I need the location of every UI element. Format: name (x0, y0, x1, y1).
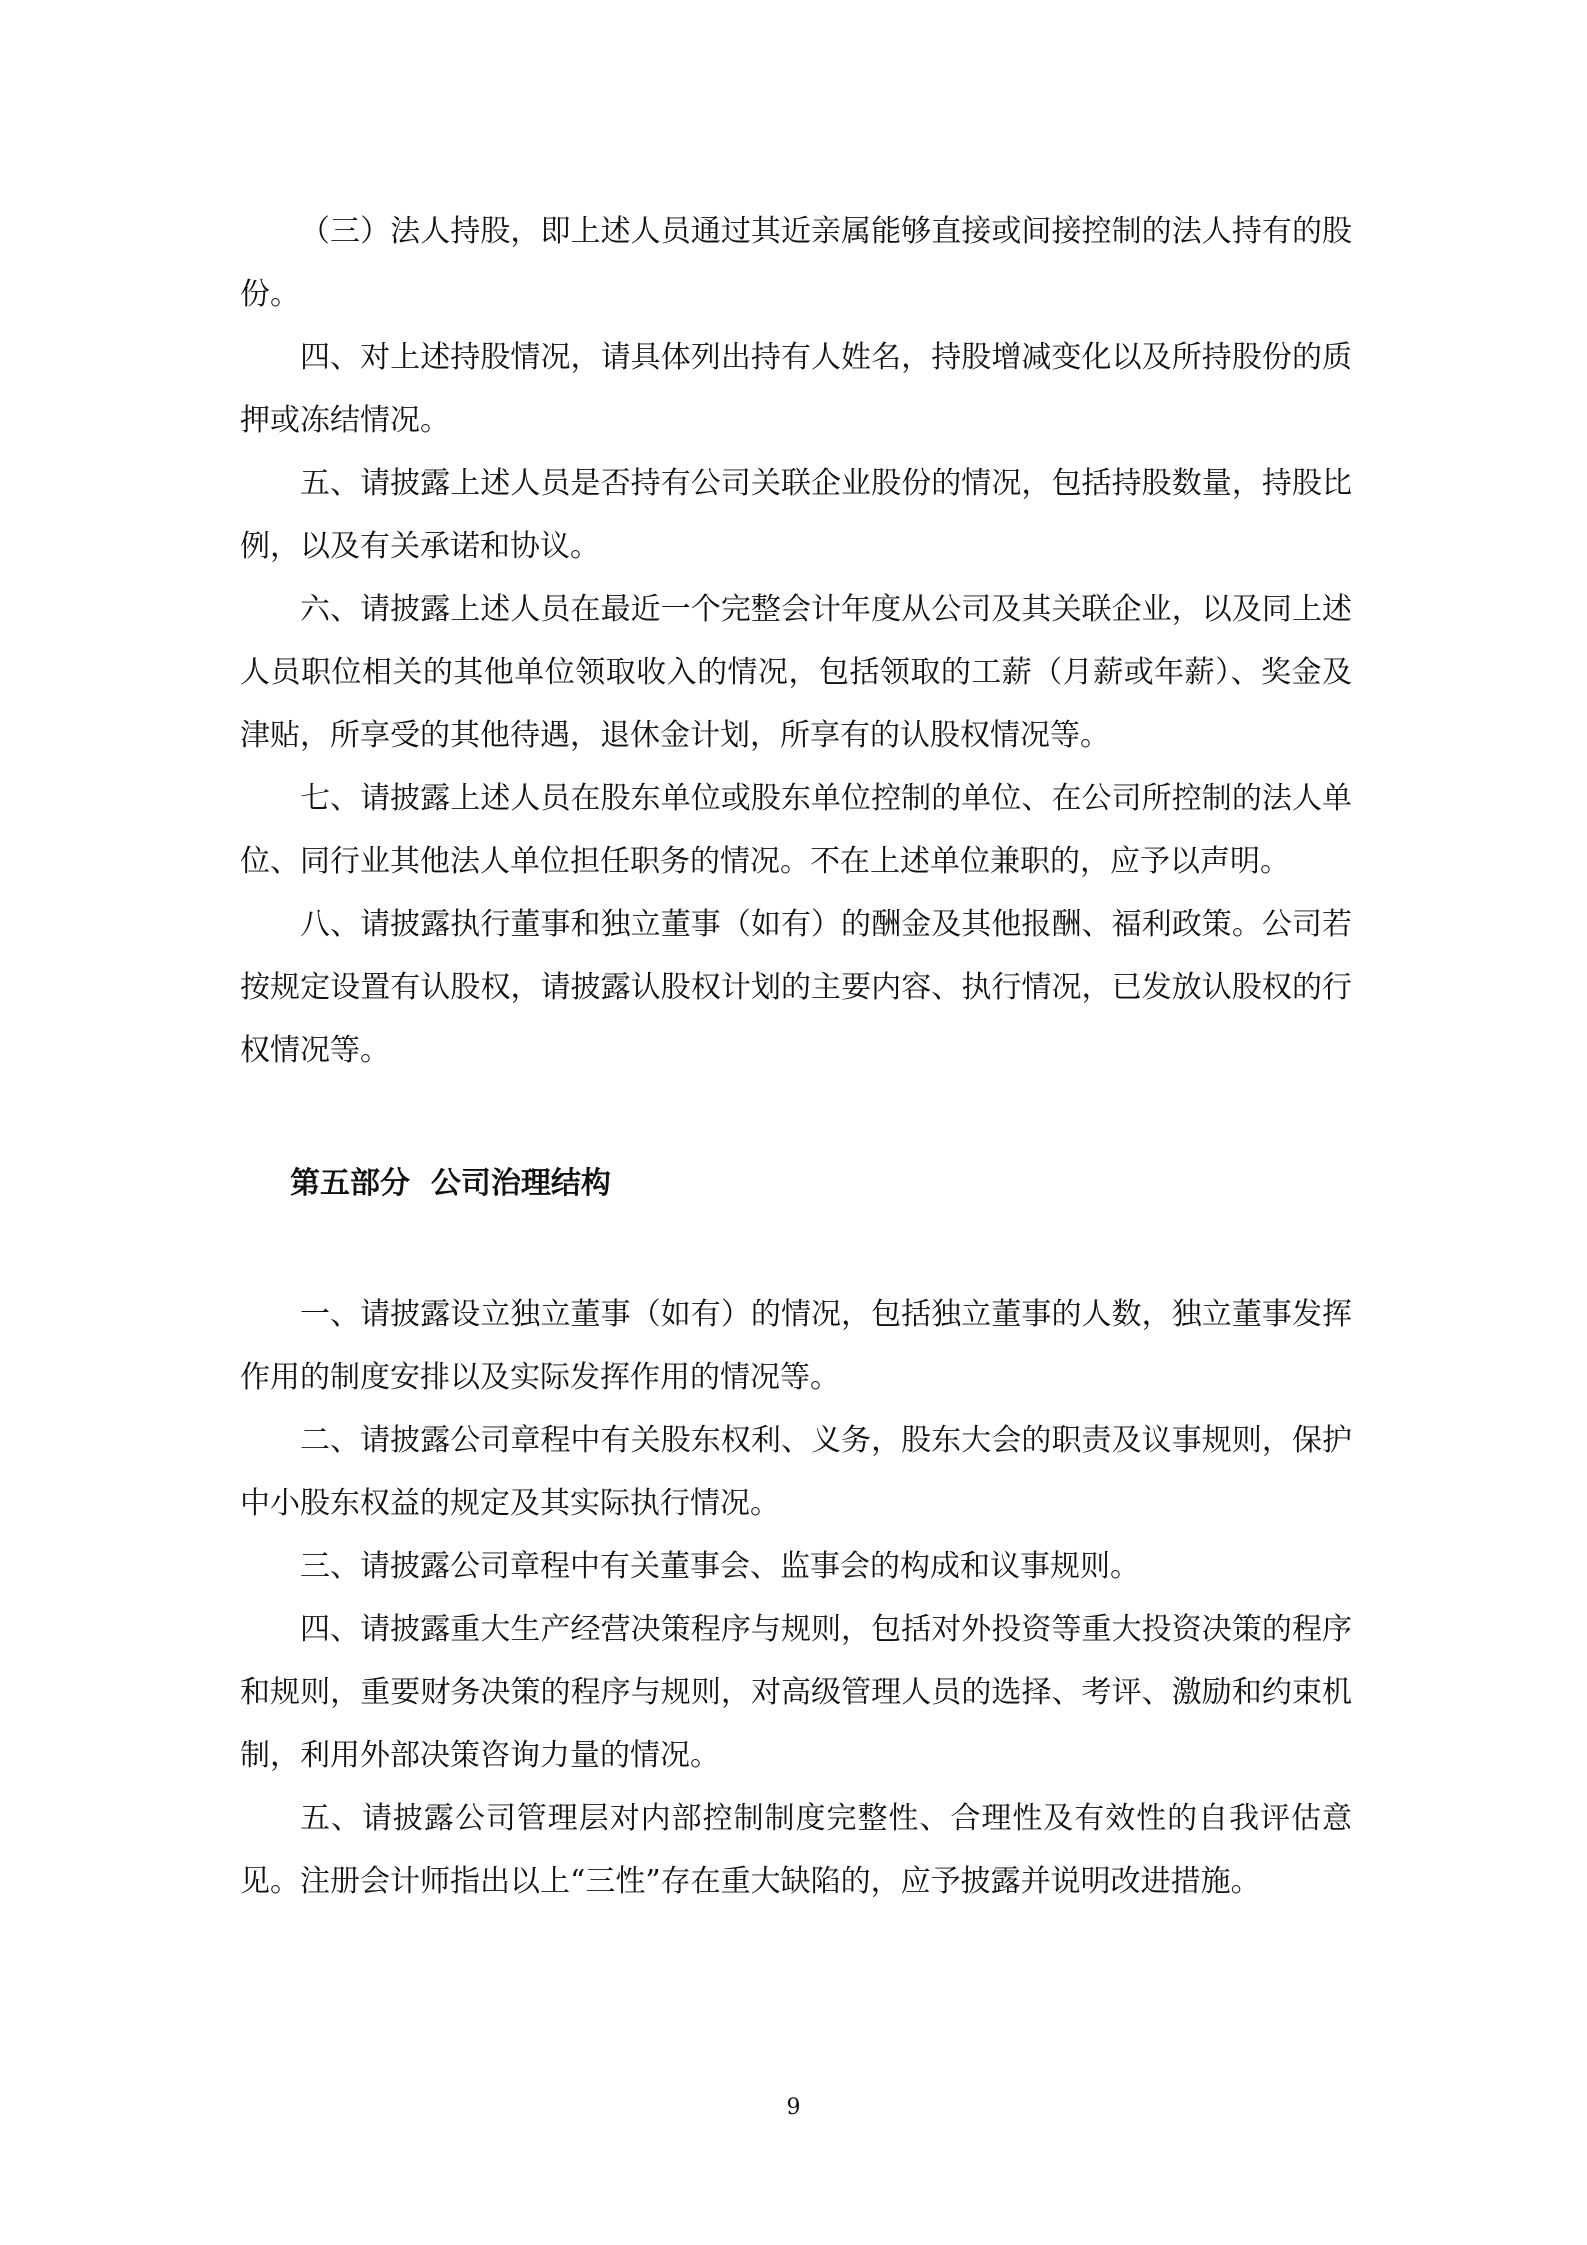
paragraph-legal-person-shareholding: （三）法人持股，即上述人员通过其近亲属能够直接或间接控制的法人持有的股份。 (240, 214, 1352, 312)
paragraph-concurrent-positions: 七、请披露上述人员在股东单位或股东单位控制的单位、在公司所控制的法人单位、同行业其他法人单位担任职务的情况。不在上述单位兼职的，应予以声明。 (240, 781, 1352, 879)
paragraph-affiliate-shares: 五、请披露上述人员是否持有公司关联企业股份的情况，包括持股数量，持股比例，以及有关承诺和协议。 (240, 466, 1352, 564)
paragraph-income-disclosure: 六、请披露上述人员在最近一个完整会计年度从公司及其关联企业，以及同上述人员职位相关的其他单位领取收入的情况，包括领取的工薪（月薪或年薪）、奖金及津贴，所享受的其他待遇，退休金计划，所享有的认股权情况等。 (240, 592, 1352, 753)
paragraph-director-remuneration: 八、请披露执行董事和独立董事（如有）的酬金及其他报酬、福利政策。公司若按规定设置有认股权，请披露认股权计划的主要内容、执行情况，已发放认股权的行权情况等。 (240, 907, 1352, 1068)
page-number: 9 (786, 2095, 801, 2120)
document-body (240, 200, 1352, 1913)
paragraph-shareholding-details: 四、对上述持股情况，请具体列出持有人姓名，持股增减变化以及所持股份的质押或冻结情况。 (240, 340, 1352, 438)
paragraph-board-composition: 三、请披露公司章程中有关董事会、监事会的构成和议事规则。 (300, 1549, 1140, 1584)
section-heading-corporate-governance: 第五部分 公司治理结构 (290, 1166, 611, 1201)
paragraph-shareholder-rights: 二、请披露公司章程中有关股东权利、义务，股东大会的职责及议事规则，保护中小股东权益的规定及其实际执行情况。 (240, 1423, 1352, 1521)
paragraph-internal-control: 五、请披露公司管理层对内部控制制度完整性、合理性及有效性的自我评估意见。注册会计师指出以上“三性”存在重大缺陷的，应予披露并说明改进措施。 (240, 1801, 1352, 1899)
paragraph-independent-directors: 一、请披露设立独立董事（如有）的情况，包括独立董事的人数，独立董事发挥作用的制度安排以及实际发挥作用的情况等。 (240, 1297, 1352, 1395)
paragraph-decision-procedures: 四、请披露重大生产经营决策程序与规则，包括对外投资等重大投资决策的程序和规则，重要财务决策的程序与规则，对高级管理人员的选择、考评、激励和约束机制，利用外部决策咨询力量的情况。 (240, 1612, 1352, 1773)
